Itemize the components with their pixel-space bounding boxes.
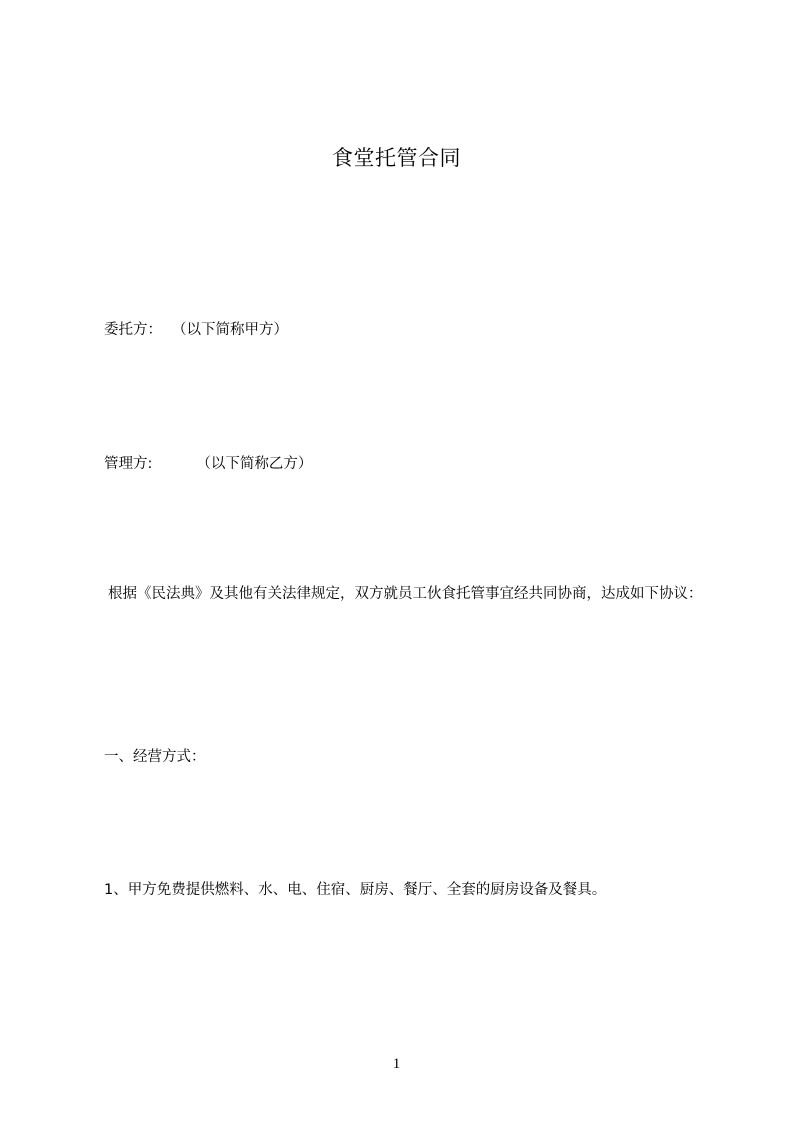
page-number: 1	[392, 1056, 401, 1072]
entrusting-party-line	[104, 318, 288, 339]
entrusting-party-note: （以下简称甲方）	[172, 322, 288, 338]
managing-party-line	[104, 452, 312, 473]
managing-party-note: （以下简称乙方）	[196, 456, 313, 472]
managing-party-label: 管理方:	[104, 456, 153, 472]
preamble-paragraph: 根据《民法典》及其他有关法律规定，双方就员工伙食托管事宜经共同协商，达成如下协议：	[108, 586, 703, 602]
section-1-heading: 一、经营方式：	[104, 749, 206, 765]
entrusting-party-label: 委托方：	[104, 322, 162, 338]
contract-title: 食堂托管合同	[332, 146, 461, 170]
clause-1: 1、甲方免费提供燃料、水、电、住宿、厨房、餐厅、全套的厨房设备及餐具。	[104, 882, 607, 898]
